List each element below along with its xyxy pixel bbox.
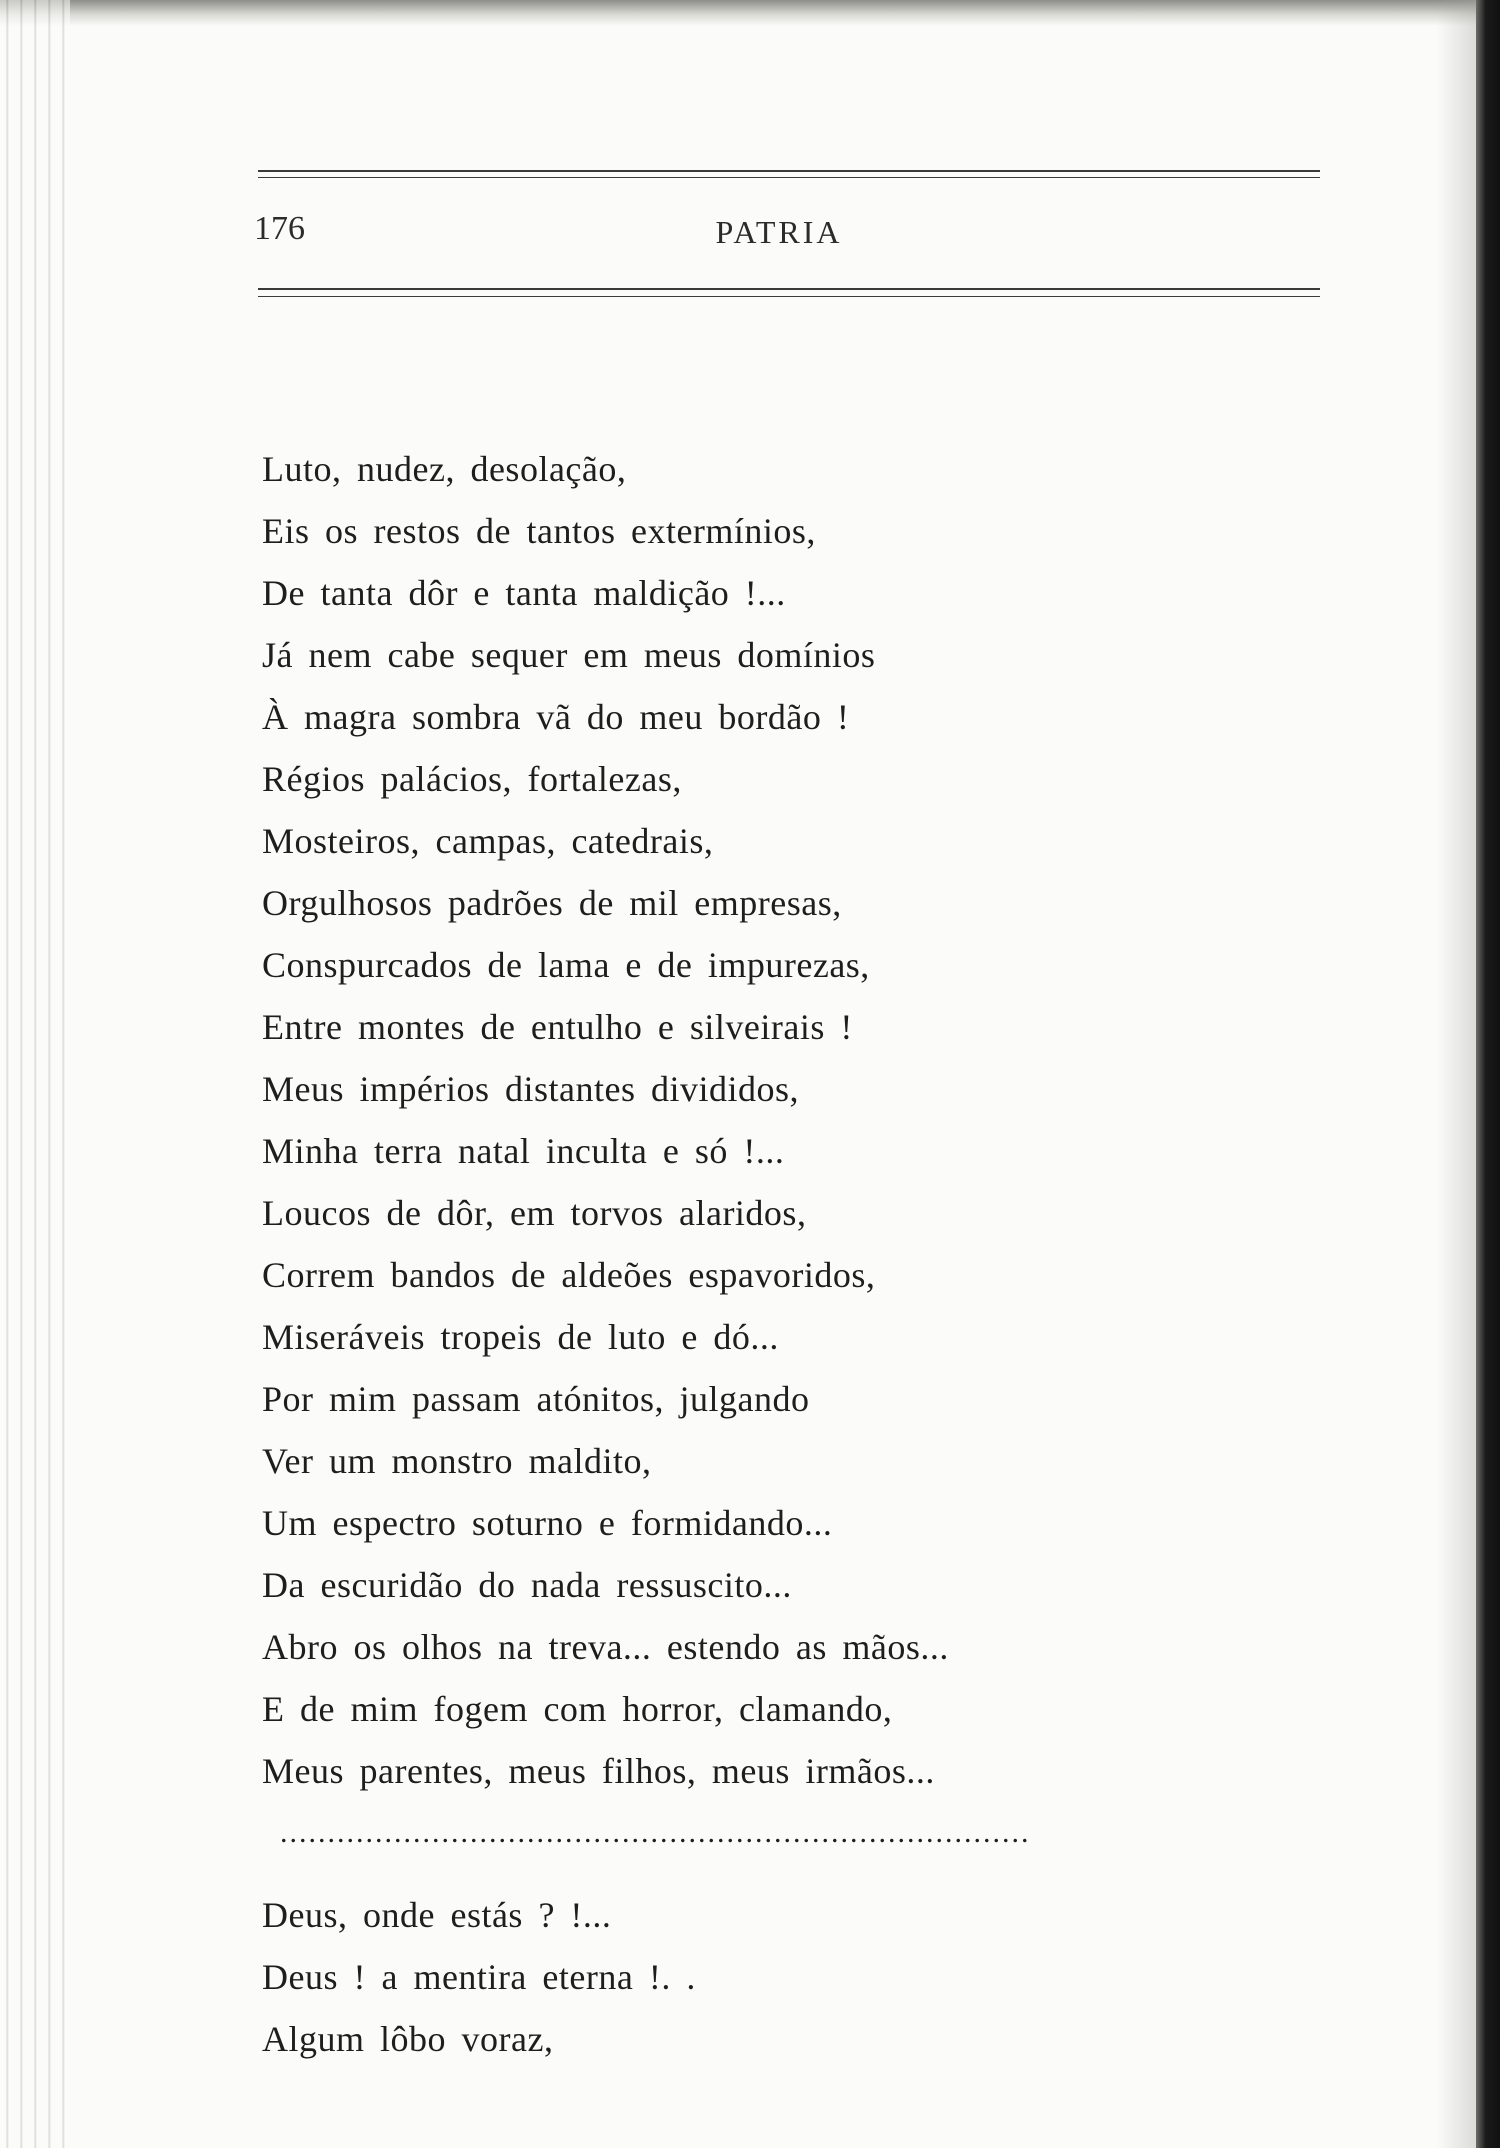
running-head: PATRIA [715, 214, 843, 250]
header-rule-bottom [258, 288, 1320, 290]
poem-line: Luto, nudez, desolação, [262, 449, 627, 489]
page-number: 176 [254, 210, 305, 247]
poem-line: Algum lôbo voraz, [262, 2019, 554, 2059]
header-rule-bottom-thin [258, 296, 1320, 297]
poem-line: Já nem cabe sequer em meus domínios [262, 635, 876, 675]
poem-line: Conspurcados de lama e de impurezas, [262, 945, 870, 985]
poem-line: Ver um monstro maldito, [262, 1441, 652, 1481]
stanza-separator: ............................................................................... [280, 1816, 1031, 1849]
poem-line: Régios palácios, fortalezas, [262, 759, 682, 799]
poem-line: Entre montes de entulho e silveirais ! [262, 1007, 853, 1047]
header-rule-top-thin [258, 177, 1320, 178]
poem-line: Mosteiros, campas, catedrais, [262, 821, 714, 861]
header-rule-top [258, 170, 1320, 172]
poem-line: Meus parentes, meus filhos, meus irmãos... [262, 1751, 935, 1791]
poem-line: Loucos de dôr, em torvos alaridos, [262, 1193, 807, 1233]
poem-line: Orgulhosos padrões de mil empresas, [262, 883, 842, 923]
scan-right-shadow [1436, 0, 1476, 2148]
poem-line: Miseráveis tropeis de luto e dó... [262, 1317, 779, 1357]
poem-line: E de mim fogem com horror, clamando, [262, 1689, 893, 1729]
poem-line: À magra sombra vã do meu bordão ! [262, 697, 850, 737]
poem-line: Eis os restos de tantos extermínios, [262, 511, 816, 551]
poem-line: Abro os olhos na treva... estendo as mãos... [262, 1627, 949, 1667]
poem-line: De tanta dôr e tanta maldição !... [262, 573, 786, 613]
poem-line: Da escuridão do nada ressuscito... [262, 1565, 792, 1605]
poem-line: Minha terra natal inculta e só !... [262, 1131, 785, 1171]
poem-line: Deus ! a mentira eterna !. . [262, 1957, 696, 1997]
scan-top-edge [0, 0, 1500, 26]
poem-line: Meus impérios distantes divididos, [262, 1069, 799, 1109]
poem-line: Um espectro soturno e formidando... [262, 1503, 833, 1543]
poem-line: Deus, onde estás ? !... [262, 1895, 612, 1935]
scan-left-edge [0, 0, 70, 2148]
poem-body [262, 438, 1162, 2070]
scan-right-edge [1476, 0, 1500, 2148]
stanza-gap [262, 1864, 1162, 1884]
poem-line: Correm bandos de aldeões espavoridos, [262, 1255, 876, 1295]
poem-line: Por mim passam atónitos, julgando [262, 1379, 810, 1419]
